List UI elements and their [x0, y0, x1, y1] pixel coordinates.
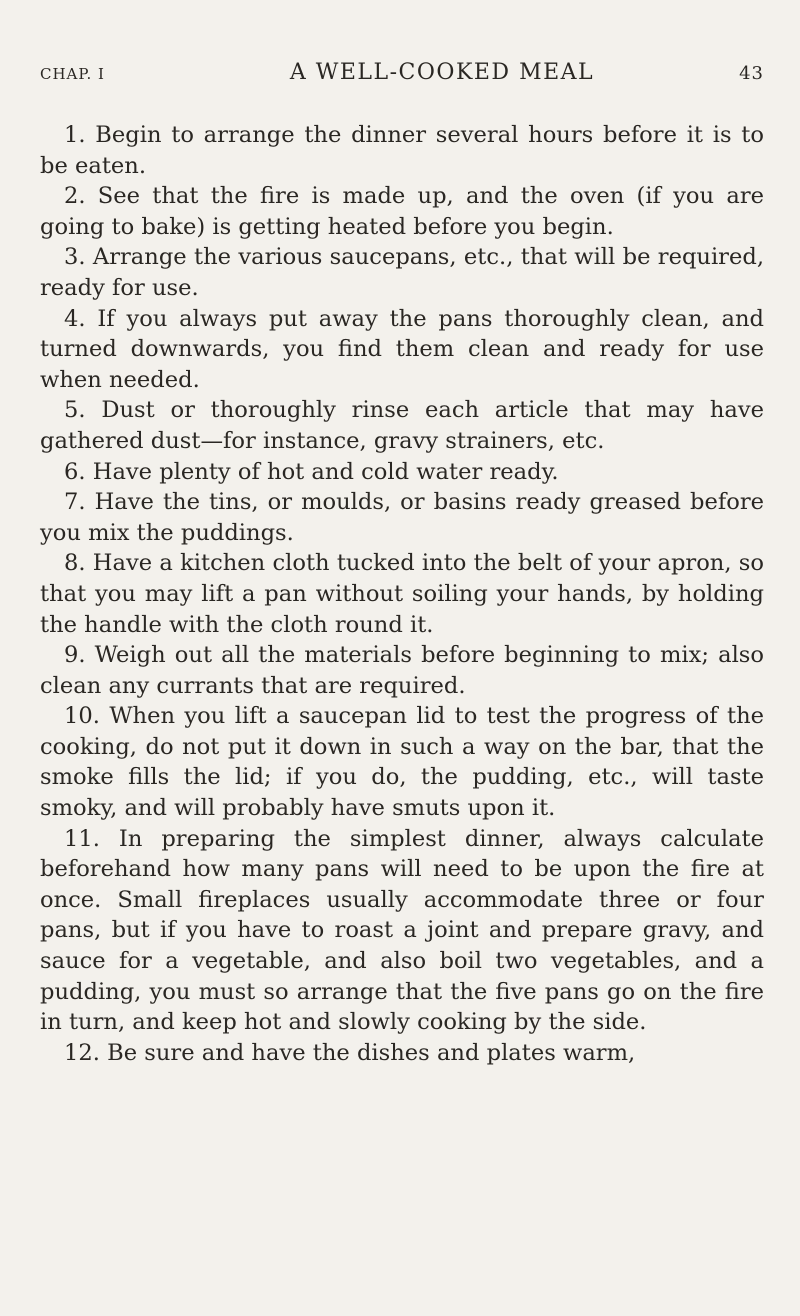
paragraph-3: 3. Arrange the various saucepans, etc., that will be required, ready for use.: [40, 244, 764, 301]
paragraph-5: 5. Dust or thoroughly rinse each article that may have gathered dust—for instance, gravy strainers, etc.: [40, 397, 764, 454]
page-title: A WELL-COOKED MEAL: [289, 60, 595, 85]
paragraph-11: 11. In preparing the simplest dinner, always calculate beforehand how many pans will need to be upon the fire at once. Small fireplaces usually accommodate three or four pans, but if you have to roast a joint and prepare gravy, and sauce for a vegetable, and also boil two vegetables, and a pudding, you must so arrange that the five pans go on the fire in turn, and keep hot and slowly cooking by the side.: [40, 825, 764, 1036]
paragraph-2: 2. See that the fire is made up, and the oven (if you are going to bake) is getting heated before you begin.: [40, 183, 764, 240]
page-number: 43: [739, 63, 764, 84]
page-body: [40, 120, 764, 1068]
paragraph-12: 12. Be sure and have the dishes and plates warm,: [64, 1039, 636, 1066]
paragraph-1: 1. Begin to arrange the dinner several hours before it is to be eaten.: [40, 122, 764, 179]
paragraph-9: 9. Weigh out all the materials before beginning to mix; also clean any currants that are required.: [40, 642, 764, 699]
paragraph-8: 8. Have a kitchen cloth tucked into the belt of your apron, so that you may lift a pan without soiling your hands, by holding the handle with the cloth round it.: [40, 550, 764, 638]
paragraph-6: 6. Have plenty of hot and cold water ready.: [64, 458, 559, 485]
paragraph-4: 4. If you always put away the pans thoroughly clean, and turned downwards, you find them clean and ready for use when needed.: [40, 305, 764, 393]
paragraph-7: 7. Have the tins, or moulds, or basins ready greased before you mix the puddings.: [40, 489, 764, 546]
paragraph-10: 10. When you lift a saucepan lid to test the progress of the cooking, do not put it down in such a way on the bar, that the smoke fills the lid; if you do, the pudding, etc., will taste smoky, and will probably have smuts upon it.: [40, 703, 764, 822]
running-head: [40, 60, 764, 90]
chapter-label: CHAP. I: [40, 65, 105, 83]
